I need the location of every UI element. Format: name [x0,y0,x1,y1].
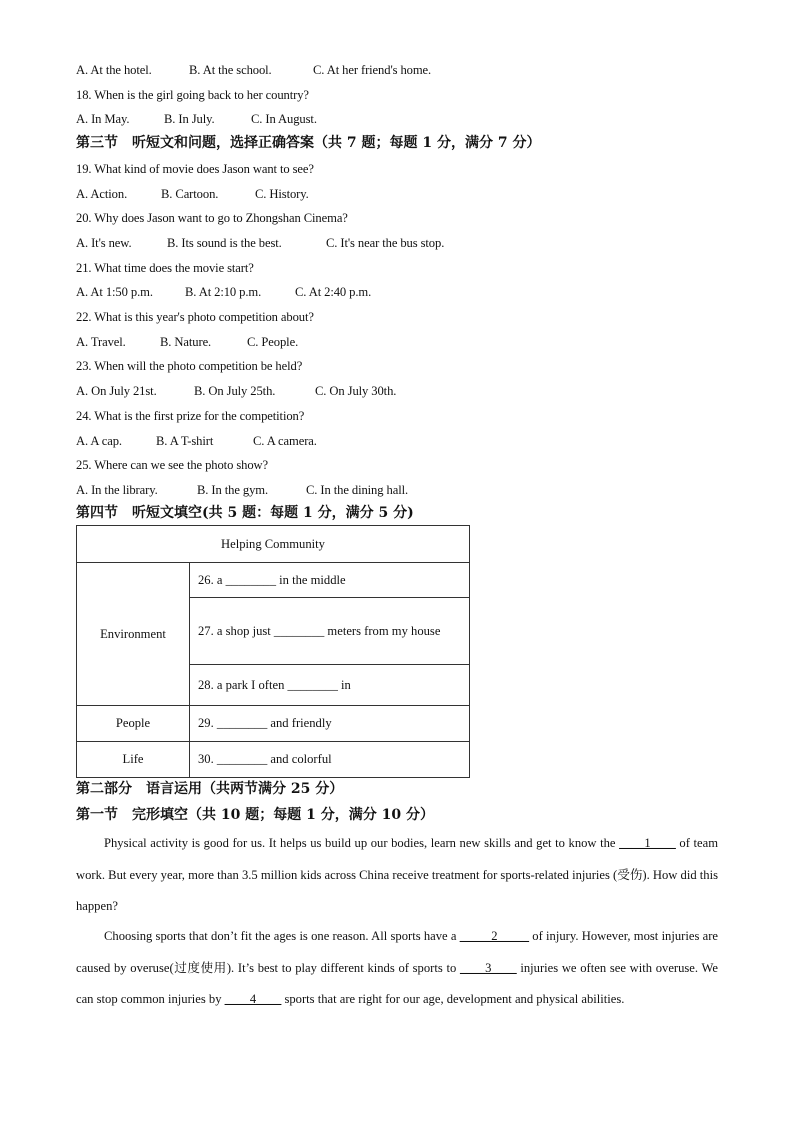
option-b: B. In July. [164,112,215,126]
paragraph-text: Choosing sports that don’t fit the ages is one reason. All sports have a [104,929,460,943]
row-label-environment: Environment [77,563,190,706]
row-label-life: Life [77,742,190,778]
cloze-paragraph-2 [76,921,718,1016]
option-a: A. In May. [76,112,130,126]
q23-options [76,383,396,399]
section3-heading: 第三节 听短文和问题，选择正确答案（共 7 题；每题 1 分，满分 7 分） [76,135,541,151]
option-c: C. In the dining hall. [306,483,409,497]
section4-heading: 第四节 听短文填空(共 5 题：每题 1 分，满分 5 分) [76,505,414,521]
option-a: A. Action. [76,187,128,201]
question-23: 23. When will the photo competition be held? [76,359,303,373]
option-a: A. At the hotel. [76,63,152,77]
option-c: C. It's near the bus stop. [326,236,445,250]
q19-options [76,186,309,202]
q21-options [76,284,371,300]
cloze-blank-1: ____1____ [619,836,676,850]
option-a: A. On July 21st. [76,384,157,398]
table-cell-30: 30. ________ and colorful [190,742,470,778]
q25-options [76,482,408,498]
option-c: C. In August. [251,112,317,126]
option-c: C. A camera. [253,434,317,448]
q22-options [76,334,298,350]
option-a: A. Travel. [76,335,126,349]
option-b: B. Nature. [160,335,212,349]
table-title: Helping Community [77,526,470,563]
question-18: 18. When is the girl going back to her country? [76,88,309,102]
question-24: 24. What is the first prize for the competition? [76,409,305,423]
option-c: C. On July 30th. [315,384,397,398]
option-b: B. At 2:10 p.m. [185,285,262,299]
option-b: B. Cartoon. [161,187,219,201]
q20-options [76,235,444,251]
table-cell-28: 28. a park I often ________ in [190,665,470,706]
cloze-blank-4: ____4____ [224,992,282,1006]
option-c: C. At her friend's home. [313,63,432,77]
q24-options [76,433,317,449]
paragraph-text: of team work. But every year, more than 3.5 million kids across China receive treatment for sports-related injuries (受伤). How did this happen? [76,836,718,913]
q17-options [76,62,431,78]
option-c: C. History. [255,187,309,201]
option-c: C. People. [247,335,299,349]
paragraph-text: injuries we often see with overuse. We can stop common injuries by [76,960,718,1006]
cloze-blank-3: ____3____ [459,960,517,975]
option-b: B. On July 25th. [194,384,276,398]
question-20: 20. Why does Jason want to go to Zhongshan Cinema? [76,211,348,225]
table-cell-27: 27. a shop just ________ meters from my house [190,598,470,665]
cloze-paragraph-1 [76,828,718,923]
cloze-blank-2: _____2_____ [459,929,530,943]
option-b: B. A T-shirt [156,434,214,448]
cloze-section-heading: 第一节 完形填空（共 10 题；每题 1 分，满分 10 分） [76,807,434,823]
option-a: A. At 1:50 p.m. [76,285,153,299]
option-b: B. Its sound is the best. [167,236,282,250]
option-b: B. At the school. [189,63,272,77]
table-cell-26: 26. a ________ in the middle [190,563,470,598]
q18-options [76,111,317,127]
paragraph-text: of injury. However, most injuries are caused by overuse(过度使用). It’s best to play different kinds of sports to [76,929,718,975]
row-label-people: People [77,706,190,742]
question-19: 19. What kind of movie does Jason want to see? [76,162,314,176]
question-21: 21. What time does the movie start? [76,261,254,275]
question-25: 25. Where can we see the photo show? [76,458,269,472]
helping-community-table [76,525,470,778]
option-b: B. In the gym. [197,483,269,497]
option-a: A. It's new. [76,236,132,250]
option-a: A. A cap. [76,434,122,448]
table-cell-29: 29. ________ and friendly [190,706,470,742]
part2-heading: 第二部分 语言运用（共两节满分 25 分） [76,781,344,797]
option-a: A. In the library. [76,483,158,497]
paragraph-text: sports that are right for our age, development and physical abilities. [281,992,625,1006]
option-c: C. At 2:40 p.m. [295,285,372,299]
paragraph-text: Physical activity is good for us. It helps us build up our bodies, learn new skills and get to know the [104,836,620,850]
question-22: 22. What is this year's photo competition about? [76,310,314,324]
